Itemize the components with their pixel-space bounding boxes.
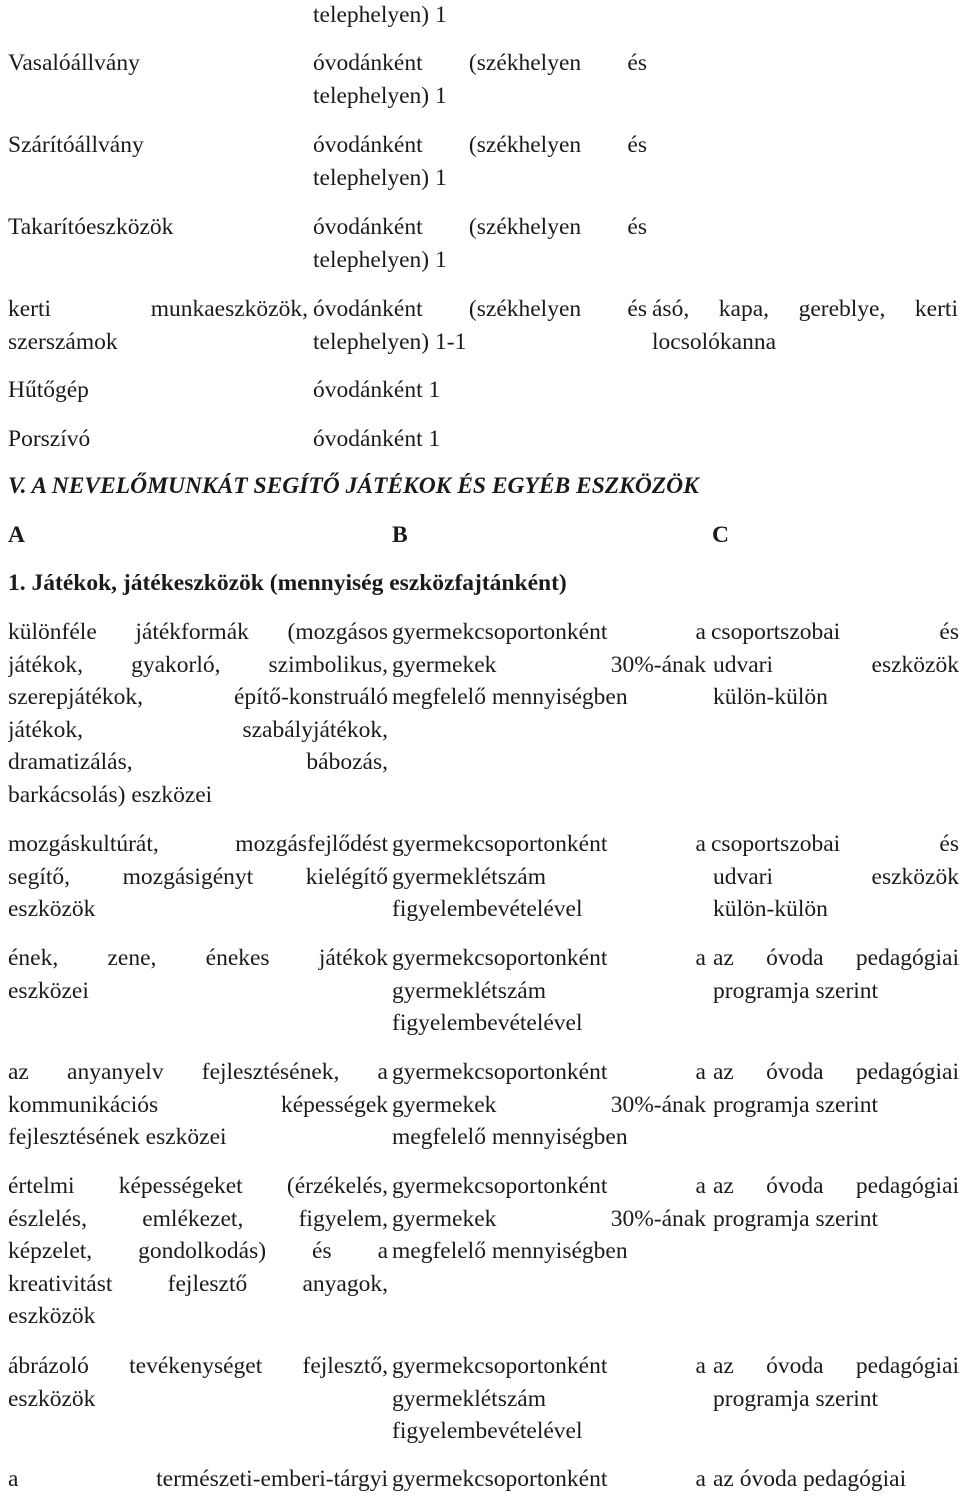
- equipment-name: szerszámok: [8, 328, 118, 355]
- item-quantity: figyelembevételével: [392, 1418, 583, 1444]
- item-description: segítő, mozgásigényt kielégítő: [8, 863, 388, 890]
- item-description: mozgáskultúrát, mozgásfejlődést: [8, 831, 388, 857]
- item-note: udvari eszközök: [713, 651, 959, 678]
- item-description: játékok, szabályjátékok,: [8, 716, 388, 743]
- equipment-quantity: óvodánként 1: [313, 377, 441, 403]
- item-note: az óvoda pedagógiai: [713, 1059, 959, 1085]
- item-description: szerepjátékok, építő-konstruáló: [8, 684, 388, 710]
- column-header-b: B: [392, 522, 408, 548]
- item-note: külön-külön: [713, 684, 828, 710]
- item-description: az anyanyelv fejlesztésének, a: [8, 1059, 388, 1085]
- item-note: programja szerint: [713, 1385, 879, 1412]
- item-quantity: figyelembevételével: [392, 1010, 583, 1036]
- item-quantity: gyermekcsoportonként a: [392, 619, 706, 645]
- item-quantity: figyelembevételével: [392, 896, 583, 922]
- equipment-quantity: telephelyen) 1: [313, 2, 447, 28]
- equipment-name: Hűtőgép: [8, 377, 89, 403]
- equipment-quantity: óvodánként 1: [313, 426, 441, 452]
- item-quantity: megfelelő mennyiségben: [392, 1238, 628, 1264]
- equipment-quantity: telephelyen) 1-1: [313, 328, 467, 355]
- equipment-quantity: telephelyen) 1: [313, 164, 447, 191]
- item-description: észlelés, emlékezet, figyelem,: [8, 1205, 388, 1232]
- item-note: udvari eszközök: [713, 863, 959, 890]
- item-note: programja szerint: [713, 1205, 879, 1232]
- equipment-name: kerti munkaeszközök,: [8, 296, 308, 322]
- column-header-a: A: [8, 522, 25, 548]
- item-note: csoportszobai és: [711, 831, 959, 857]
- section-heading: V. A NEVELŐMUNKÁT SEGÍTŐ JÁTÉKOK ÉS EGYÉB ESZKÖZÖK: [8, 473, 699, 499]
- item-description: eszközök: [8, 896, 96, 922]
- item-description: dramatizálás, bábozás,: [8, 749, 388, 775]
- equipment-note: locsolókanna: [652, 328, 776, 355]
- item-description: értelmi képességeket (érzékelés,: [8, 1173, 388, 1199]
- item-note: az óvoda pedagógiai: [713, 945, 959, 971]
- item-note: programja szerint: [713, 1091, 879, 1118]
- item-quantity: gyermeklétszám: [392, 977, 546, 1004]
- item-description: eszközök: [8, 1385, 96, 1412]
- item-note: az óvoda pedagógiai: [713, 1353, 959, 1379]
- equipment-name: Takarítóeszközök: [8, 214, 174, 240]
- equipment-quantity: óvodánként (székhelyen és: [313, 50, 647, 76]
- item-quantity: gyermekcsoportonként a: [392, 1353, 706, 1379]
- item-quantity: gyermekcsoportonként a: [392, 1173, 706, 1199]
- equipment-name: Porszívó: [8, 426, 91, 452]
- item-quantity: gyermekek 30%-ának: [392, 1091, 706, 1118]
- item-description: játékok, gyakorló, szimbolikus,: [8, 651, 388, 678]
- item-description: ének, zene, énekes játékok: [8, 945, 388, 971]
- equipment-quantity: óvodánként (székhelyen és: [313, 214, 647, 240]
- item-description: különféle játékformák (mozgásos: [8, 619, 388, 645]
- item-description: a természeti-emberi-tárgyi: [8, 1466, 388, 1492]
- equipment-quantity: telephelyen) 1: [313, 246, 447, 273]
- item-quantity: gyermekcsoportonként a: [392, 945, 706, 971]
- item-quantity: gyermekcsoportonként a: [392, 831, 706, 857]
- item-quantity: megfelelő mennyiségben: [392, 684, 628, 710]
- item-quantity: gyermekcsoportonként a: [392, 1059, 706, 1085]
- equipment-quantity: óvodánként (székhelyen és: [313, 132, 647, 158]
- item-description: képzelet, gondolkodás) és a: [8, 1238, 388, 1264]
- item-description: kommunikációs képességek: [8, 1091, 388, 1118]
- item-description: eszközei: [8, 977, 89, 1004]
- item-description: kreativitást fejlesztő anyagok,: [8, 1270, 388, 1297]
- item-note: programja szerint: [713, 977, 879, 1004]
- item-quantity: gyermeklétszám: [392, 863, 546, 890]
- item-quantity: megfelelő mennyiségben: [392, 1124, 628, 1150]
- item-description: barkácsolás) eszközei: [8, 781, 213, 808]
- item-note: külön-külön: [713, 896, 828, 922]
- column-header-c: C: [712, 522, 729, 548]
- item-note: az óvoda pedagógiai: [713, 1173, 959, 1199]
- equipment-name: Szárítóállvány: [8, 132, 144, 158]
- equipment-name: Vasalóállvány: [8, 50, 140, 76]
- item-note: az óvoda pedagógiai: [713, 1466, 907, 1492]
- item-description: fejlesztésének eszközei: [8, 1124, 227, 1150]
- item-description: eszközök: [8, 1303, 96, 1329]
- equipment-note: ásó, kapa, gereblye, kerti: [652, 296, 958, 322]
- equipment-quantity: telephelyen) 1: [313, 82, 447, 109]
- equipment-quantity: óvodánként (székhelyen és: [313, 296, 647, 322]
- item-quantity: gyermekek 30%-ának: [392, 651, 706, 678]
- item-note: csoportszobai és: [711, 619, 959, 645]
- item-description: ábrázoló tevékenységet fejlesztő,: [8, 1353, 388, 1379]
- item-quantity: gyermekcsoportonként a: [392, 1466, 706, 1492]
- item-quantity: gyermeklétszám: [392, 1385, 546, 1412]
- subheading: 1. Játékok, játékeszközök (mennyiség eszközfajtánként): [8, 570, 567, 596]
- item-quantity: gyermekek 30%-ának: [392, 1205, 706, 1232]
